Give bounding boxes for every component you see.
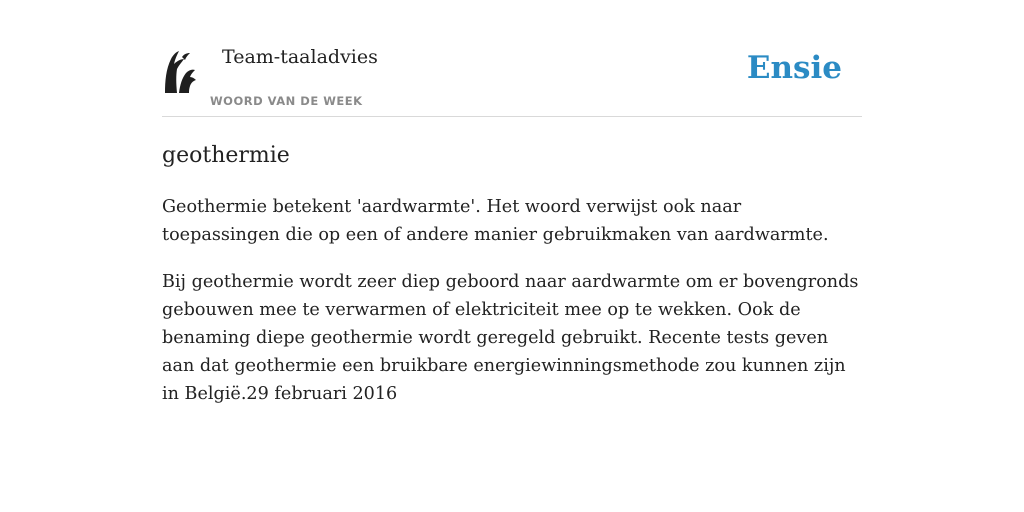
article-title: geothermie (162, 143, 290, 168)
article-paragraph-text: Bij geothermie wordt zeer diep geboord naar aardwarmte om er bovengronds gebouwen mee te verwarmen of elektriciteit mee op te wekken. Ook de benaming diepe geothermie wordt geregeld gebruikt. Recente tests geven aan dat geothermie een bruikbare energiewinningsmethode zou kunnen zijn in België. (162, 272, 859, 404)
flemish-lion-logo-icon (162, 49, 198, 95)
ensie-brand-link[interactable]: Ensie (746, 50, 842, 86)
header (162, 0, 862, 117)
article-body (162, 193, 862, 408)
article-paragraph: Geothermie betekent 'aardwarmte'. Het woord verwijst ook naar toepassingen die op een of andere manier gebruikmaken van aardwarmte. (162, 197, 829, 245)
org-name: Team-taaladvies (222, 46, 378, 68)
article-paragraph (162, 268, 862, 408)
article-date: 29 februari 2016 (246, 384, 398, 404)
page (162, 0, 862, 408)
section-label: WOORD VAN DE WEEK (210, 94, 363, 108)
